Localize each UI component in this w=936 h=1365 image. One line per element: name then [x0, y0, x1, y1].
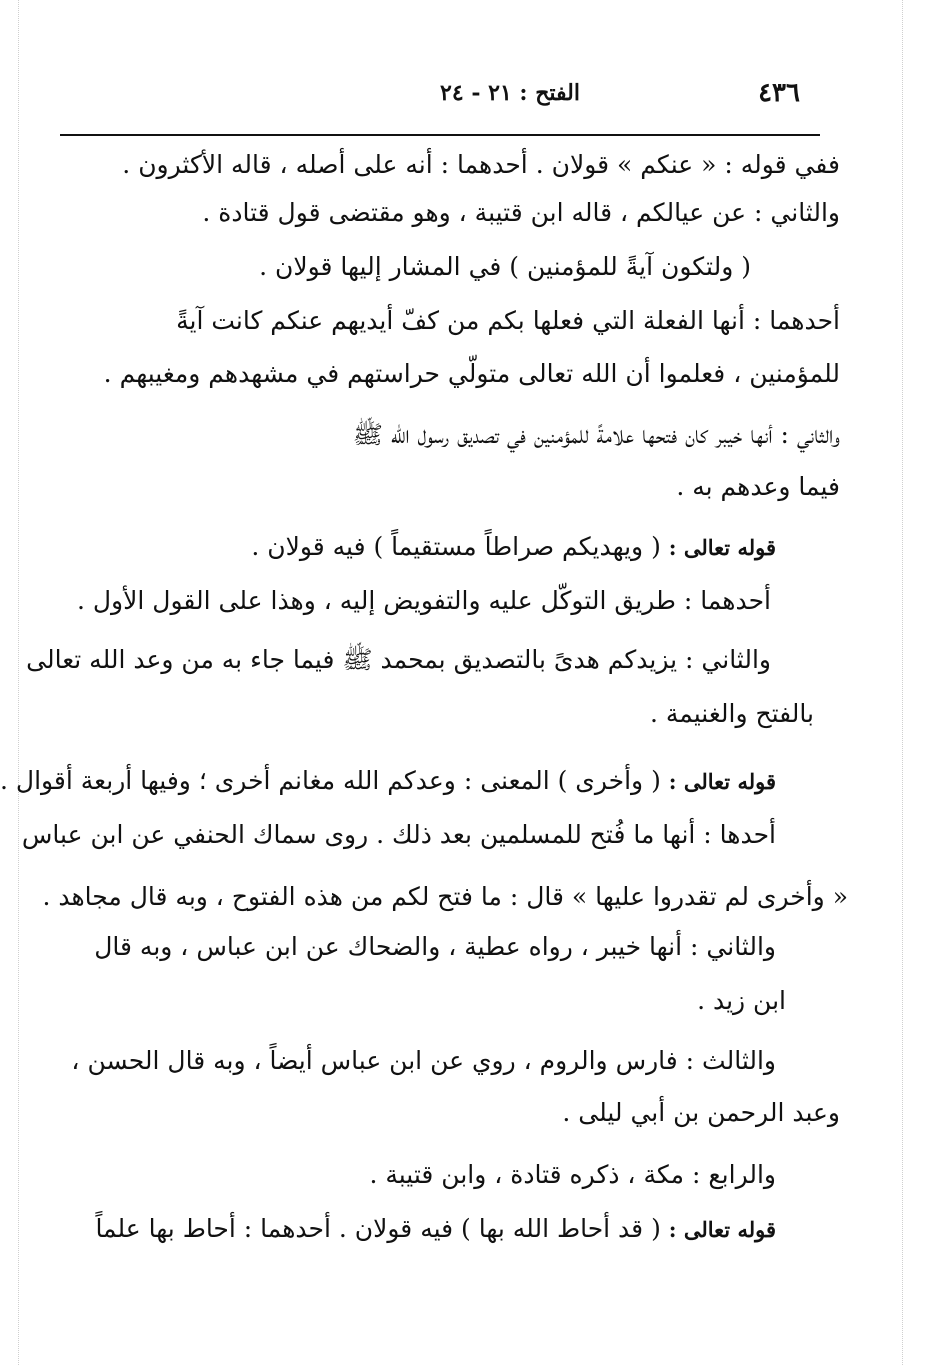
text-line-10: والثاني : يزيدكم هدىً بالتصديق بمحمد ﷺ فيما جاء به من وعد الله تعالى: [26, 645, 771, 674]
text-line-14: « وأخرى لم تقدروا عليها » قال : ما فتح لكم من هذه الفتوح ، وبه قال مجاهد .: [42, 882, 848, 911]
lead-label: قوله تعالى :: [668, 1217, 776, 1242]
text-line-20: قوله تعالى : ( قد أحاط الله بها ) فيه قولان . أحدهما : أحاط بها علماً: [95, 1214, 776, 1243]
page-number: ٤٣٦: [758, 78, 800, 108]
text-line-6: والثاني : أنها خيبر كان فتحها علامةً للمؤمنين في تصديق رسول الله ﷺ: [352, 420, 840, 449]
lead-label: قوله تعالى :: [668, 769, 776, 794]
header-rule: [60, 134, 820, 136]
running-title: الفتح : ٢١ - ٢٤: [440, 80, 580, 106]
left-margin-dots: [18, 0, 20, 1365]
text-line-11: بالفتح والغنيمة .: [649, 699, 814, 728]
text-line-18: وعبد الرحمن بن أبي ليلى .: [562, 1098, 840, 1127]
text-line-16: ابن زيد .: [697, 986, 786, 1015]
text-line-15: والثاني : أنها خيبر ، رواه عطية ، والضحاك عن ابن عباس ، وبه قال: [94, 932, 776, 961]
text-line-2: والثاني : عن عيالكم ، قاله ابن قتيبة ، وهو مقتضى قول قتادة .: [202, 198, 840, 227]
text-line-17: والثالث : فارس والروم ، روي عن ابن عباس أيضاً ، وبه قال الحسن ،: [71, 1046, 776, 1075]
text-line-7: فيما وعدهم به .: [676, 472, 840, 501]
text-line-13: أحدها : أنها ما فُتح للمسلمين بعد ذلك . روى سماك الحنفي عن ابن عباس: [21, 820, 776, 849]
text-line-3: ( ولتكون آيةً للمؤمنين ) في المشار إليها قولان .: [259, 252, 751, 281]
lead-label: قوله تعالى :: [668, 535, 776, 560]
right-margin-dots: [902, 0, 904, 1365]
text-line-12: قوله تعالى : ( وأخرى ) المعنى : وعدكم الله مغانم أخرى ؛ وفيها أربعة أقوال .: [0, 766, 776, 795]
text-line-4: أحدهما : أنها الفعلة التي فعلها بكم من كفّ أيديهم عنكم كانت آيةً: [176, 306, 840, 335]
page-header: [60, 78, 800, 118]
text-line-19: والرابع : مكة ، ذكره قتادة ، وابن قتيبة .: [369, 1160, 776, 1189]
text-line-5: للمؤمنين ، فعلموا أن الله تعالى متولّي حراستهم في مشهدهم ومغيبهم .: [103, 359, 840, 388]
text-line-1: ففي قوله : « عنكم » قولان . أحدهما : أنه على أصله ، قاله الأكثرون .: [122, 150, 840, 179]
text-line-8: قوله تعالى : ( ويهديكم صراطاً مستقيماً ) فيه قولان .: [251, 532, 776, 561]
text-line-9: أحدهما : طريق التوكّل عليه والتفويض إليه ، وهذا على القول الأول .: [77, 586, 771, 615]
